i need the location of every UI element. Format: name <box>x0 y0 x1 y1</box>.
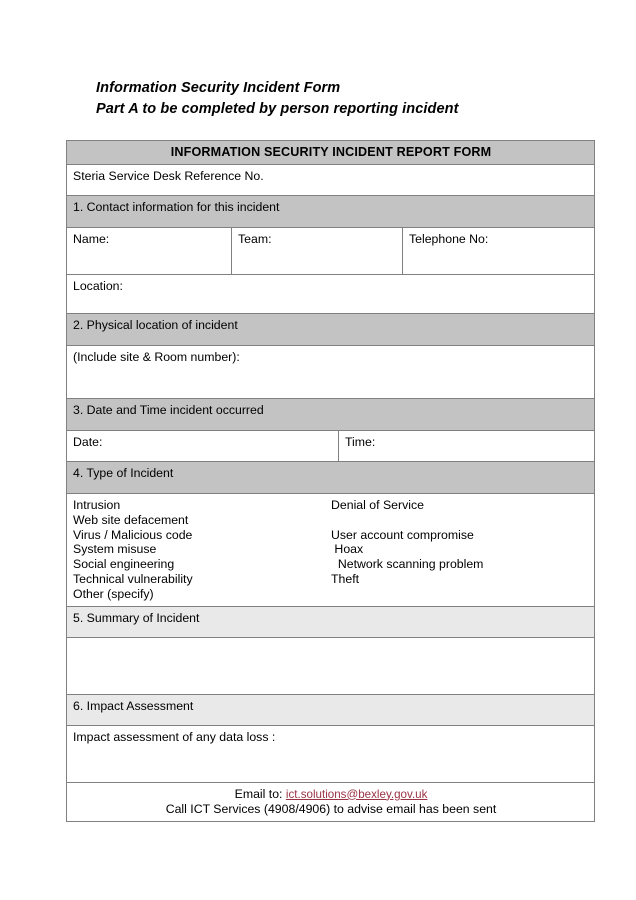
incident-type-option[interactable]: Network scanning problem <box>331 557 484 572</box>
incident-type-option[interactable]: User account compromise <box>331 527 474 542</box>
incident-type-option[interactable]: Web site defacement <box>73 512 189 527</box>
incident-type-option[interactable]: System misuse <box>73 542 157 557</box>
site-room-number-field[interactable]: (Include site & Room number): <box>67 346 595 399</box>
date-time-row[interactable] <box>67 431 595 462</box>
location-row[interactable] <box>67 275 595 314</box>
incident-type-right-column <box>331 498 589 602</box>
incident-type-left-column <box>73 498 331 602</box>
section-5-label: 5. Summary of Incident <box>67 606 595 637</box>
incident-type-row[interactable] <box>67 494 595 607</box>
date-field[interactable]: Date: <box>67 431 339 462</box>
section-4-header-row <box>67 462 595 494</box>
page-title <box>96 78 459 120</box>
email-to-label: Email to: <box>234 786 286 801</box>
incident-type-option[interactable]: Virus / Malicious code <box>73 527 193 542</box>
physical-location-row[interactable] <box>67 346 595 399</box>
page-title-line-1: Information Security Incident Form <box>96 80 341 96</box>
email-address-link[interactable]: ict.solutions@bexley.gov.uk <box>285 787 428 801</box>
form-header-title: INFORMATION SECURITY INCIDENT REPORT FORM <box>67 141 595 165</box>
impact-assessment-field[interactable]: Impact assessment of any data loss : <box>67 725 595 782</box>
footer-row <box>67 782 595 821</box>
team-field[interactable]: Team: <box>232 228 403 275</box>
section-6-label: 6. Impact Assessment <box>67 694 595 725</box>
location-field[interactable]: Location: <box>67 275 595 314</box>
time-field[interactable]: Time: <box>339 431 595 462</box>
incident-type-option[interactable]: Social engineering <box>73 557 175 572</box>
call-ict-services-text: Call ICT Services (4908/4906) to advise email has been sent <box>165 801 497 816</box>
incident-type-options <box>67 494 595 607</box>
form-header-row <box>67 141 595 165</box>
section-6-header-row <box>67 694 595 725</box>
incident-type-option[interactable]: Theft <box>331 571 360 586</box>
incident-report-form-table <box>66 140 595 822</box>
service-desk-reference-field[interactable]: Steria Service Desk Reference No. <box>67 165 595 196</box>
incident-type-option[interactable]: Technical vulnerability <box>73 571 193 586</box>
incident-type-spacer <box>331 513 589 528</box>
summary-of-incident-field[interactable] <box>67 637 595 694</box>
incident-type-option[interactable]: Intrusion <box>73 498 121 512</box>
impact-assessment-row[interactable] <box>67 725 595 782</box>
reference-row[interactable] <box>67 165 595 196</box>
telephone-field[interactable]: Telephone No: <box>403 228 595 275</box>
section-3-label: 3. Date and Time incident occurred <box>67 399 595 431</box>
incident-type-option[interactable]: Other (specify) <box>73 586 154 601</box>
incident-type-option[interactable]: Denial of Service <box>331 498 424 512</box>
section-4-label: 4. Type of Incident <box>67 462 595 494</box>
page-title-line-2: Part A to be completed by person reporting incident <box>96 101 459 117</box>
name-field[interactable]: Name: <box>67 228 232 275</box>
section-5-header-row <box>67 606 595 637</box>
section-2-header-row <box>67 314 595 346</box>
incident-type-option[interactable]: Hoax <box>331 542 364 557</box>
section-1-label: 1. Contact information for this incident <box>67 196 595 228</box>
section-1-header-row <box>67 196 595 228</box>
section-3-header-row <box>67 399 595 431</box>
section-2-label: 2. Physical location of incident <box>67 314 595 346</box>
form-footer <box>67 782 595 821</box>
contact-fields-row[interactable] <box>67 228 595 275</box>
summary-row[interactable] <box>67 637 595 694</box>
